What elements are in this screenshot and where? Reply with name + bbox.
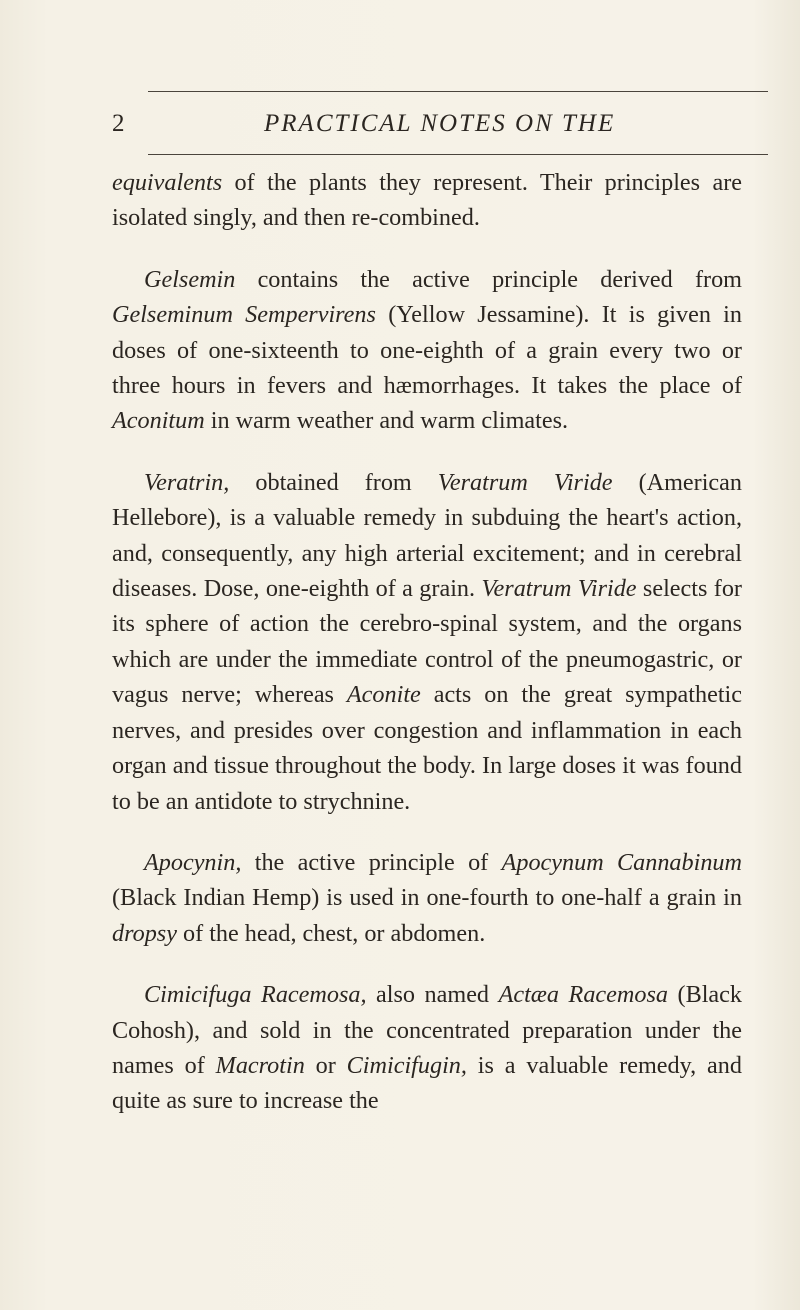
text-segment: obtained from [229, 468, 438, 496]
text-segment: (Black Indian Hemp) is used in one-fourth to one-half a grain in [112, 884, 742, 912]
paragraph-gelsemin [112, 262, 742, 439]
text-segment: is a valuable remedy, and quite as sure to increase the [112, 1051, 742, 1115]
term-veratrum-viride: Veratrum Viride [437, 468, 613, 496]
text-segment: (American Hellebore), is a valuable remedy in subduing the heart's action, and, consequently, any high arterial excitement; and in cerebral diseases. Dose, one-eighth of a grain. [112, 468, 742, 603]
term-veratrum-viride-2: Veratrum Viride [481, 575, 637, 603]
page-number: 2 [112, 110, 126, 137]
term-cimicifugin: Cimicifugin, [346, 1051, 467, 1079]
term-gelsemin: Gelsemin [144, 265, 236, 293]
text-segment: of the plants they represent. Their principles are isolated singly, and then re-combined. [112, 169, 742, 232]
text-segment: or [304, 1051, 347, 1079]
text-segment: the active principle of [241, 848, 502, 876]
text-segment: selects for its sphere of action the cerebro-spinal system, and the organs which are under the immediate control of the pneumogastric, or vagus nerve; whereas [112, 575, 742, 709]
text-segment: acts on the great sympathetic nerves, and presides over congestion and inflammation in each organ and tissue throughout the body. In large doses it was found to be an antidote to strychnine. [112, 681, 742, 815]
term-equivalents: equivalents [112, 169, 223, 196]
term-gelseminum-sempervirens: Gelseminum Sempervirens [112, 301, 376, 329]
page-header [0, 106, 800, 146]
text-segment: (Black Cohosh), and sold in the concentrated preparation under the names of [112, 981, 742, 1079]
term-apocynum-cannabinum: Apocynum Cannabinum [501, 848, 742, 876]
running-head: PRACTICAL NOTES ON THE [264, 110, 616, 137]
term-dropsy: dropsy [112, 919, 177, 947]
body-text [112, 165, 742, 1145]
paragraph-equivalents [112, 165, 742, 236]
text-segment: also named [366, 981, 499, 1009]
term-aconite: Aconite [346, 681, 421, 709]
header-rule-bottom [148, 154, 768, 155]
text-segment: of the head, chest, or abdomen. [176, 919, 486, 947]
header-rule-top [148, 91, 768, 92]
text-segment: (Yellow Jessamine). It is given in doses of one-sixteenth to one-eighth of a grain every two or three hours in fevers and hæmorrhages. It takes the place of [112, 301, 742, 400]
term-actaea-racemosa: Actæa Racemosa [498, 981, 668, 1009]
paragraph-apocynin [112, 845, 742, 951]
term-apocynin: Apocynin, [144, 848, 242, 876]
text-segment: contains the active principle derived from [235, 265, 742, 293]
term-aconitum: Aconitum [112, 407, 205, 435]
paragraph-cimicifuga [112, 977, 742, 1119]
term-veratrin: Veratrin, [144, 468, 230, 496]
text-segment: in warm weather and warm climates. [204, 407, 569, 435]
term-macrotin: Macrotin [215, 1051, 305, 1079]
paragraph-veratrin [112, 465, 742, 819]
term-cimicifuga-racemosa: Cimicifuga Racemosa, [144, 981, 367, 1009]
